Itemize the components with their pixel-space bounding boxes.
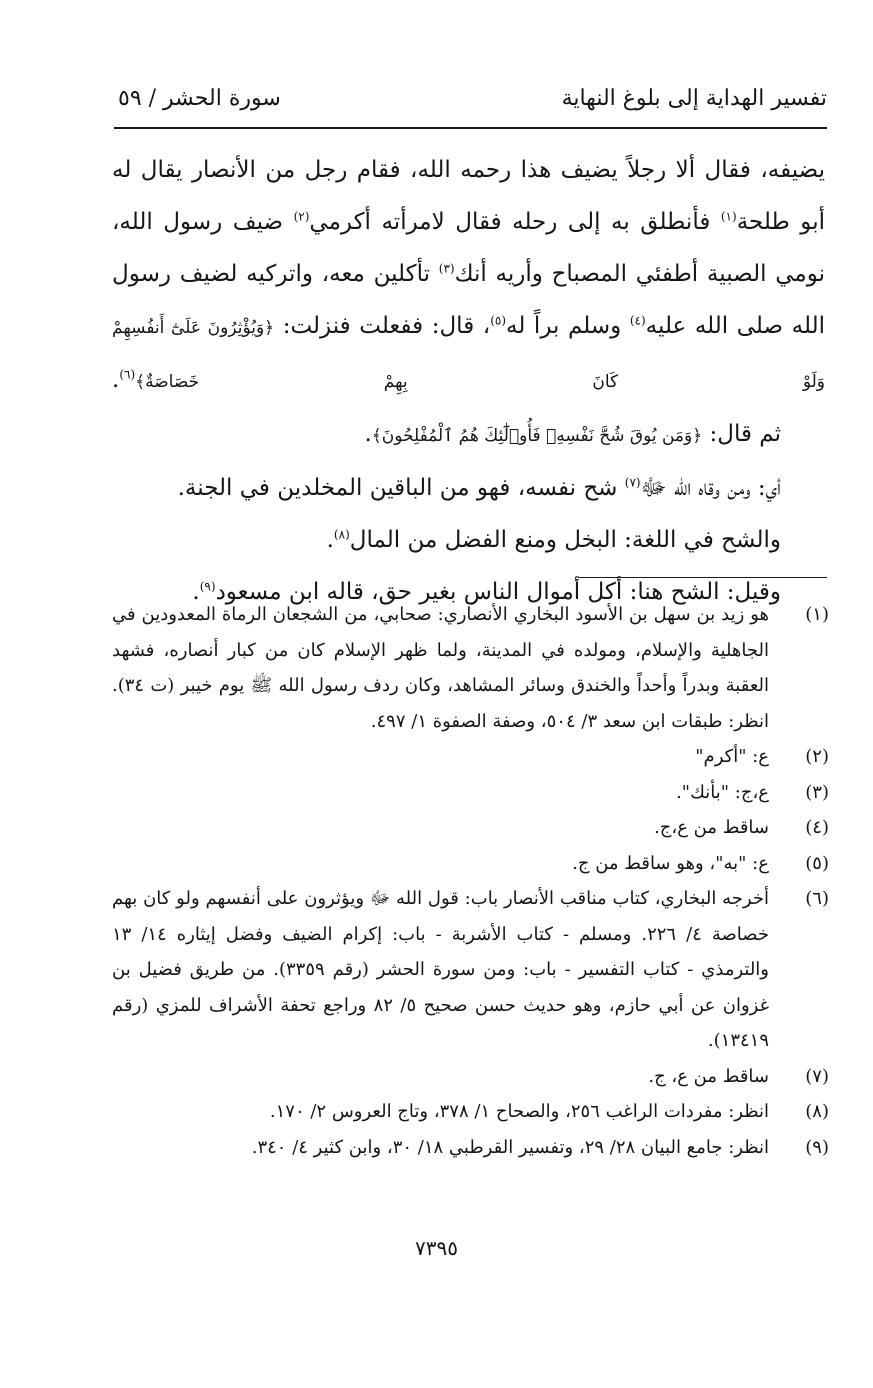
quran-verse: ﴿وَمَن يُوقَ شُحَّ نَفْسِهِۦ فَأُو۟لَٰٓئِكَ هُمُ ٱلْمُفْلِحُونَ﴾: [371, 426, 703, 446]
footnote-number: (٨): [805, 1101, 829, 1122]
footnote-1: [112, 597, 829, 739]
footnote-6: [112, 881, 829, 1059]
text-segment: وسلم براً له: [506, 313, 630, 339]
footnote-9: [112, 1130, 829, 1166]
text-segment: والشح في اللغة: البخل ومنع الفضل من المال: [349, 527, 781, 553]
footnote-text: ع: "أكرم": [695, 746, 769, 767]
footnote-text: ع،ج: "بأنك".: [676, 781, 769, 803]
text-segment: ضيف رسول الله، نومي الصبية أطفئي المصباح وأريه أنك: [112, 209, 825, 287]
text-segment: .: [112, 367, 120, 393]
footnote-text: ساقط من ع، ج.: [648, 1065, 769, 1087]
footnote-ref-3: (٣): [438, 261, 455, 276]
footnote-text: ع: "به"، وهو ساقط من ج.: [572, 852, 769, 874]
paragraph-4: [112, 514, 825, 566]
footnote-ref-7: (٧): [624, 475, 641, 490]
quran-verse: ﴿وَيُؤْثِرُونَ عَلَىٰٓ أَنفُسِهِمْ وَلَوْ كَانَ بِهِمْ خَصَاصَةٌ﴾: [112, 318, 825, 392]
text-segment: .: [192, 579, 200, 605]
footnote-separator: [578, 577, 827, 578]
text-segment: .: [326, 527, 334, 553]
text-segment: يضيفه، فقال ألا رجلاً يضيف هذا رحمه الله، فقام رجل من الأنصار يقال له أبو طلحة: [112, 157, 825, 235]
footnote-3: [112, 775, 829, 811]
footnote-number: (٧): [805, 1065, 829, 1087]
main-text: [112, 144, 825, 618]
footnote-8: [112, 1094, 829, 1130]
footnote-number: (١): [805, 604, 829, 625]
footnote-ref-8: (٨): [333, 527, 350, 542]
text-segment: فأنطلق به إلى رحله فقال لامرأته أكرمي: [309, 209, 721, 235]
book-title: تفسير الهداية إلى بلوغ النهاية: [561, 86, 827, 111]
footnote-ref-4: (٤): [629, 313, 646, 328]
text-segment: ثم قال:: [702, 421, 781, 447]
footnote-ref-2: (٢): [293, 209, 310, 224]
paragraph-2: [112, 408, 825, 462]
page-number: ٧٣٩٥: [415, 1236, 458, 1260]
footnote-4: [112, 810, 829, 846]
footnote-2: [112, 739, 829, 775]
paragraph-1: [112, 144, 825, 408]
footnote-ref-9: (٩): [199, 579, 216, 594]
footnote-ref-1: (١): [720, 209, 737, 224]
footnote-number: (٩): [805, 1136, 829, 1158]
footnote-text: هو زيد بن سهل بن الأسود البخاري الأنصاري: صحابي، من الشجعان الرماة المعدودين في الجاهلية والإسلام، ومولده في المدينة، ولما ظهر الإسلام كان من كبار أنصاره، فشهد العقبة وبدراً وأحداً والخندق وسائر المشاهد، وكان ردف رسول الله ﷺ يوم خيبر (ت ٣٤). انظر: طبقات ابن سعد ٣/ ٥٠٤، وصفة الصفوة ١/ ٤٩٧.: [112, 604, 769, 732]
footnote-text: أخرجه البخاري، كتاب مناقب الأنصار باب: قول الله ﷻ ويؤثرون على أنفسهم ولو كان بهم خصاصة ٤/ ٢٢٦. ومسلم - كتاب الأشربة - باب: إكرام الضيف وفضل إيثاره ١٤/ ١٣ والترمذي - كتاب التفسير - باب: ومن سورة الحشر (رقم ٣٣٥٩). من طريق فضيل بن غزوان عن أبي حازم، وهو حديث حسن صحيح ٥/ ٨٢ وراجع تحفة الأشراف للمزي (رقم ١٣٤١٩).: [112, 888, 770, 1051]
paragraph-3: [112, 462, 825, 514]
text-segment: .: [364, 421, 372, 447]
text-segment: شح نفسه، فهو من الباقين المخلدين في الجنة.: [177, 475, 625, 501]
header-rule: [114, 127, 827, 129]
text-segment: وقيل: الشح هنا: أكل أموال الناس بغير حق، قاله ابن مسعود: [215, 579, 781, 605]
surah-page-label: سورة الحشر / ٥٩: [118, 86, 281, 111]
footnote-7: [112, 1059, 829, 1095]
footnote-number: (٦): [805, 888, 829, 909]
footnote-text: ساقط من ع،ج.: [654, 817, 769, 838]
footnote-5: [112, 846, 829, 882]
footnote-number: (٣): [805, 781, 829, 803]
footnote-ref-5: (٥): [490, 313, 507, 328]
footnote-ref-6: (٦): [119, 367, 136, 382]
footnote-number: (٢): [805, 746, 829, 767]
footnote-text: انظر: جامع البيان ٢٨/ ٢٩، وتفسير القرطبي ١٨/ ٣٠، وابن كثير ٤/ ٣٤٠.: [251, 1136, 769, 1158]
footnote-number: (٥): [805, 852, 829, 874]
text-segment: تأكلين معه، واتركيه لضيف رسول الله صلى الله عليه: [112, 261, 825, 339]
footnote-number: (٤): [805, 817, 829, 838]
footnotes: [112, 597, 829, 1165]
text-segment: أي: ومن وقاه الله ﷻ: [640, 475, 781, 501]
footnote-text: انظر: مفردات الراغب ٢٥٦، والصحاح ١/ ٣٧٨، وتاج العروس ٢/ ١٧٠.: [269, 1101, 769, 1122]
text-segment: ، قال: ففعلت فنزلت:: [274, 313, 491, 339]
running-header: [112, 84, 827, 124]
